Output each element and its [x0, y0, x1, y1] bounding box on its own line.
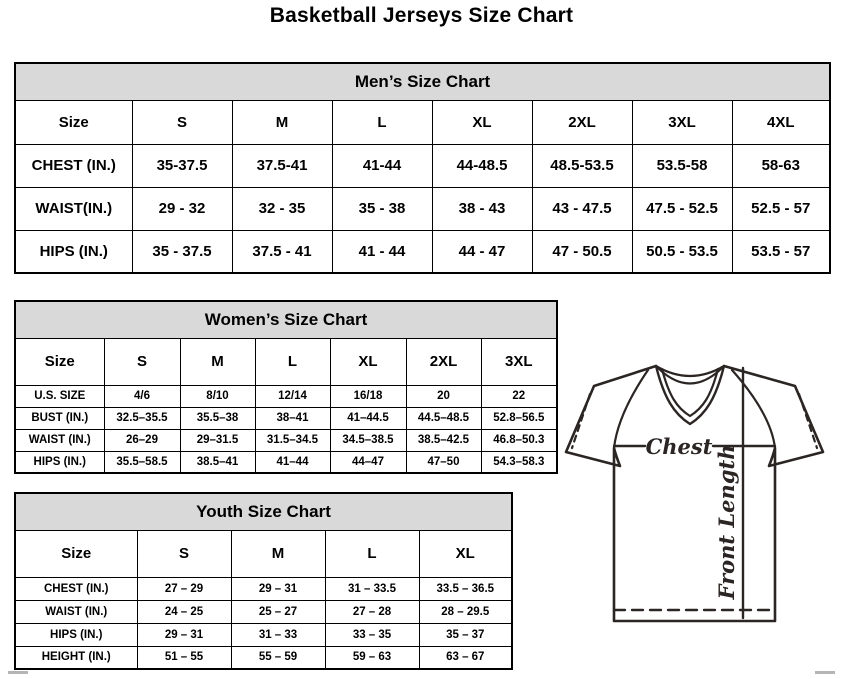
womens-table-header	[15, 301, 557, 338]
cell: 44–47	[330, 451, 406, 473]
bottom-right-corner-mark	[815, 671, 835, 674]
cell: 41–44.5	[330, 407, 406, 429]
cell: 12/14	[255, 385, 330, 407]
cell: 22	[481, 385, 557, 407]
cell: 35 - 38	[332, 187, 432, 230]
mens-waist-row	[15, 187, 830, 230]
cell: 44.5–48.5	[406, 407, 481, 429]
cell: 31 – 33.5	[325, 577, 419, 600]
cell: 32 - 35	[232, 187, 332, 230]
womens-bust-row	[15, 407, 557, 429]
womens-column-header-row	[15, 338, 557, 385]
cell: 29 - 32	[132, 187, 232, 230]
mens-hips-row	[15, 230, 830, 273]
row-label: HIPS (IN.)	[15, 451, 104, 473]
mens-chest-row	[15, 144, 830, 187]
row-label: HIPS (IN.)	[15, 623, 137, 646]
row-label: BUST (IN.)	[15, 407, 104, 429]
womens-col-s: S	[104, 338, 180, 385]
cell: 38–41	[255, 407, 330, 429]
jersey-armhole-seam-right	[732, 370, 775, 448]
cell: 8/10	[180, 385, 255, 407]
cell: 41–44	[255, 451, 330, 473]
cell: 35.5–58.5	[104, 451, 180, 473]
womens-col-size: Size	[15, 338, 104, 385]
cell: 41-44	[332, 144, 432, 187]
cell: 47.5 - 52.5	[632, 187, 732, 230]
cell: 35 - 37.5	[132, 230, 232, 273]
youth-col-size: Size	[15, 530, 137, 577]
row-label: WAIST (IN.)	[15, 600, 137, 623]
page-title: Basketball Jerseys Size Chart	[269, 4, 574, 27]
cell: 55 – 59	[231, 646, 325, 669]
cell: 26–29	[104, 429, 180, 451]
womens-hips-row	[15, 451, 557, 473]
row-label: HEIGHT (IN.)	[15, 646, 137, 669]
cell: 37.5 - 41	[232, 230, 332, 273]
cell: 31 – 33	[231, 623, 325, 646]
front-length-label: Front Length	[714, 444, 739, 600]
youth-chest-row	[15, 577, 512, 600]
cell: 29 – 31	[137, 623, 231, 646]
mens-column-header-row	[15, 100, 830, 144]
cell: 54.3–58.3	[481, 451, 557, 473]
cell: 29 – 31	[231, 577, 325, 600]
row-label: HIPS (IN.)	[15, 230, 132, 273]
youth-col-xl: XL	[419, 530, 512, 577]
jersey-outline	[566, 366, 823, 621]
jersey-measurement-diagram	[556, 356, 843, 631]
mens-table-title: Men’s Size Chart	[15, 63, 830, 100]
cell: 58-63	[732, 144, 830, 187]
cell: 16/18	[330, 385, 406, 407]
cell: 33.5 – 36.5	[419, 577, 512, 600]
cell: 34.5–38.5	[330, 429, 406, 451]
mens-size-table	[14, 62, 831, 274]
womens-col-l: L	[255, 338, 330, 385]
cell: 38.5–41	[180, 451, 255, 473]
youth-waist-row	[15, 600, 512, 623]
row-label: CHEST (IN.)	[15, 577, 137, 600]
womens-col-3xl: 3XL	[481, 338, 557, 385]
womens-col-xl: XL	[330, 338, 406, 385]
womens-us-size-row	[15, 385, 557, 407]
cell: 38.5–42.5	[406, 429, 481, 451]
cell: 20	[406, 385, 481, 407]
womens-table-title: Women’s Size Chart	[15, 301, 557, 338]
cell: 35-37.5	[132, 144, 232, 187]
mens-col-size: Size	[15, 100, 132, 144]
cell: 35.5–38	[180, 407, 255, 429]
row-label: CHEST (IN.)	[15, 144, 132, 187]
youth-hips-row	[15, 623, 512, 646]
youth-table-title: Youth Size Chart	[15, 493, 512, 530]
cell: 31.5–34.5	[255, 429, 330, 451]
cell: 37.5-41	[232, 144, 332, 187]
cell: 44-48.5	[432, 144, 532, 187]
youth-table-header	[15, 493, 512, 530]
jersey-armhole-seam-left	[614, 370, 648, 448]
cell: 63 – 67	[419, 646, 512, 669]
mens-col-s: S	[132, 100, 232, 144]
cell: 53.5-58	[632, 144, 732, 187]
cell: 47 - 50.5	[532, 230, 632, 273]
cell: 52.5 - 57	[732, 187, 830, 230]
chest-label: Chest	[645, 434, 713, 459]
cell: 52.8–56.5	[481, 407, 557, 429]
cell: 51 – 55	[137, 646, 231, 669]
cell: 46.8–50.3	[481, 429, 557, 451]
cell: 53.5 - 57	[732, 230, 830, 273]
mens-col-xl: XL	[432, 100, 532, 144]
mens-col-3xl: 3XL	[632, 100, 732, 144]
youth-col-m: M	[231, 530, 325, 577]
cell: 38 - 43	[432, 187, 532, 230]
cell: 28 – 29.5	[419, 600, 512, 623]
cell: 25 – 27	[231, 600, 325, 623]
womens-size-table	[14, 300, 558, 474]
mens-col-l: L	[332, 100, 432, 144]
youth-col-s: S	[137, 530, 231, 577]
cell: 33 – 35	[325, 623, 419, 646]
mens-col-2xl: 2XL	[532, 100, 632, 144]
cell: 41 - 44	[332, 230, 432, 273]
row-label: WAIST(IN.)	[15, 187, 132, 230]
cell: 32.5–35.5	[104, 407, 180, 429]
womens-col-m: M	[180, 338, 255, 385]
cell: 44 - 47	[432, 230, 532, 273]
womens-waist-row	[15, 429, 557, 451]
youth-height-row	[15, 646, 512, 669]
cell: 35 – 37	[419, 623, 512, 646]
row-label: U.S. SIZE	[15, 385, 104, 407]
bottom-left-corner-mark	[8, 671, 28, 674]
row-label: WAIST (IN.)	[15, 429, 104, 451]
cell: 4/6	[104, 385, 180, 407]
youth-col-l: L	[325, 530, 419, 577]
mens-col-m: M	[232, 100, 332, 144]
womens-col-2xl: 2XL	[406, 338, 481, 385]
jersey-diagram-icon	[556, 356, 843, 631]
mens-table-header	[15, 63, 830, 100]
cell: 27 – 28	[325, 600, 419, 623]
cell: 24 – 25	[137, 600, 231, 623]
cell: 43 - 47.5	[532, 187, 632, 230]
cell: 47–50	[406, 451, 481, 473]
mens-col-4xl: 4XL	[732, 100, 830, 144]
cell: 48.5-53.5	[532, 144, 632, 187]
cell: 50.5 - 53.5	[632, 230, 732, 273]
youth-column-header-row	[15, 530, 512, 577]
cell: 59 – 63	[325, 646, 419, 669]
cell: 27 – 29	[137, 577, 231, 600]
cell: 29–31.5	[180, 429, 255, 451]
youth-size-table	[14, 492, 513, 670]
